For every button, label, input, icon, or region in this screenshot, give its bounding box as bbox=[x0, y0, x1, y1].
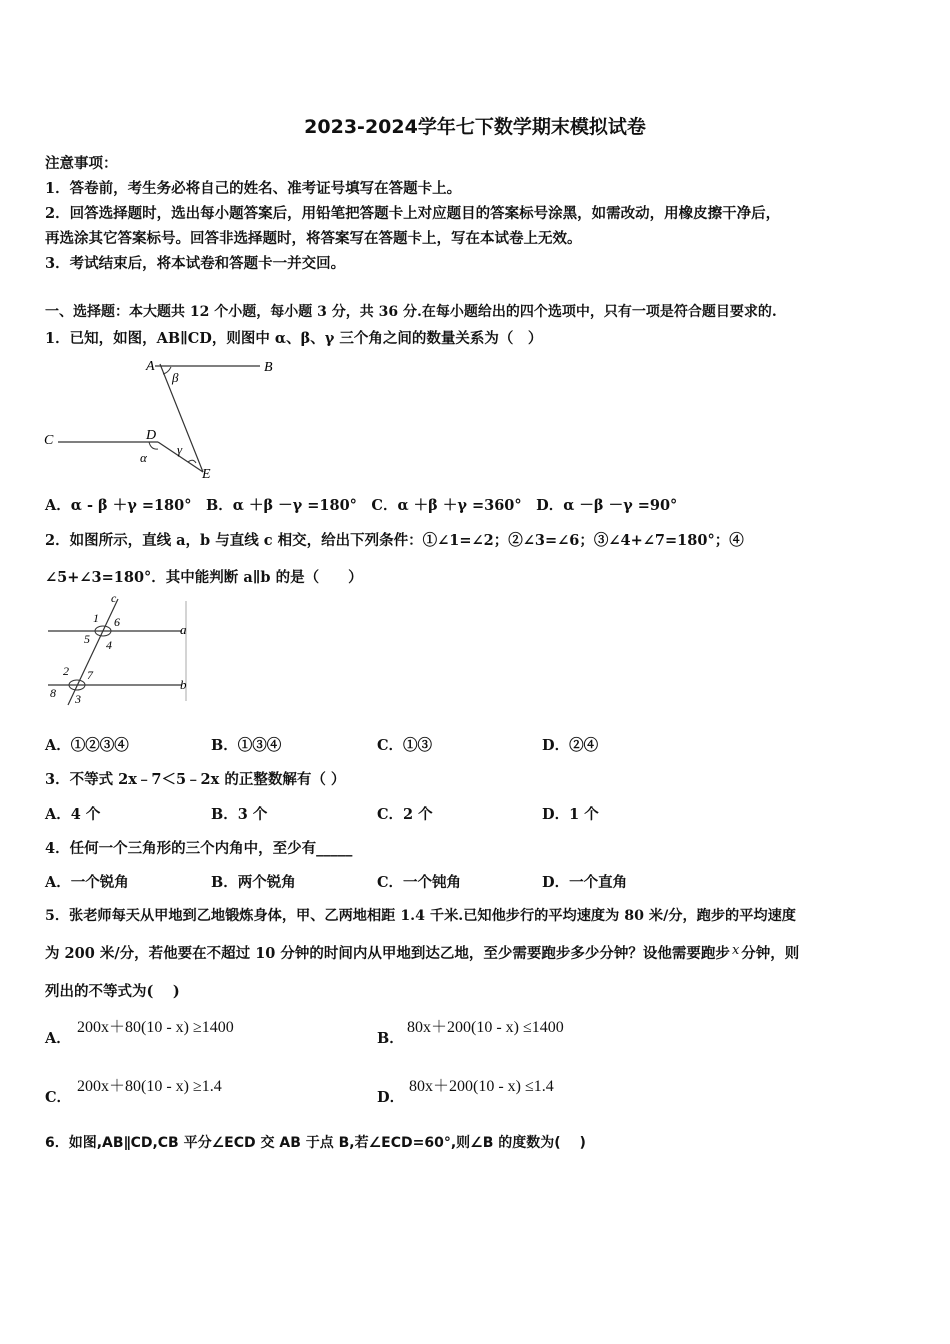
q3-option-c: C．2 个 bbox=[377, 806, 433, 823]
q1-label-e: E bbox=[202, 467, 211, 482]
q1-figure bbox=[40, 352, 280, 487]
q1-label-b: B bbox=[264, 360, 273, 375]
q5-line-2a: 为 200 米/分，若他要在不超过 10 分钟的时间内从甲地到达乙地，至少需要跑步多少分钟？设他需要跑步 bbox=[45, 945, 730, 962]
notice-item-3: 3．考试结束后，将本试卷和答题卡一并交回。 bbox=[45, 255, 346, 272]
q5-option-a-expr: 200x＋80(10 - x) ≥1400 bbox=[77, 1019, 234, 1036]
q3-option-b: B．3 个 bbox=[211, 806, 268, 823]
section-heading: 一、选择题：本大题共 12 个小题，每小题 3 分，共 36 分.在每小题给出的四个选项中，只有一项是符合题目要求的. bbox=[45, 304, 777, 320]
q1-label-a: A bbox=[146, 359, 155, 374]
q4-stem: 4．任何一个三角形的三个内角中，至少有_____ bbox=[45, 840, 353, 857]
q2-label-a: a bbox=[180, 622, 187, 637]
q2-label-8: 8 bbox=[50, 686, 56, 700]
q1-label-c: C bbox=[44, 433, 54, 448]
q1-stem: 1．已知，如图，AB∥CD，则图中 α、β、γ 三个角之间的数量关系为（ ） bbox=[45, 330, 543, 347]
q1-options: A．α - β ＋γ =180° B．α ＋β －γ =180° C．α ＋β ＋γ =360° D．α －β －γ =90° bbox=[45, 497, 678, 514]
q2-option-b: B．①③④ bbox=[211, 737, 282, 754]
q2-stem-line2: ∠5+∠3=180°．其中能判断 a∥b 的是（ ） bbox=[45, 569, 363, 586]
q5-line-2 bbox=[45, 942, 799, 963]
q2-label-b: b bbox=[180, 677, 187, 692]
q2-option-d: D．②④ bbox=[542, 737, 599, 754]
q5-option-a-label: A． bbox=[45, 1030, 71, 1047]
q5-option-c-expr: 200x＋80(10 - x) ≥1.4 bbox=[77, 1078, 222, 1095]
q5-option-d-expr: 80x＋200(10 - x) ≤1.4 bbox=[409, 1078, 554, 1095]
page-title: 2023-2024学年七下数学期末模拟试卷 bbox=[304, 116, 646, 138]
q4-option-b: B．两个锐角 bbox=[211, 874, 296, 891]
q5-option-b-expr: 80x＋200(10 - x) ≤1400 bbox=[407, 1019, 564, 1036]
notice-item-1: 1．答卷前，考生务必将自己的姓名、准考证号填写在答题卡上。 bbox=[45, 180, 462, 197]
q3-option-a: A．4 个 bbox=[45, 806, 101, 823]
q2-label-2: 2 bbox=[63, 664, 69, 678]
q4-option-c: C．一个钝角 bbox=[377, 874, 462, 891]
q2-label-c: c bbox=[111, 593, 117, 605]
q5-option-c-label: C． bbox=[45, 1089, 72, 1106]
q3-stem: 3．不等式 2x﹣7＜5﹣2x 的正整数解有（ ） bbox=[45, 771, 346, 788]
q5-line-2b: 分钟，则 bbox=[741, 945, 800, 962]
q5-option-b-label: B． bbox=[377, 1030, 404, 1047]
q4-option-a: A．一个锐角 bbox=[45, 874, 129, 891]
q2-stem-line1: 2．如图所示，直线 a，b 与直线 c 相交，给出下列条件：①∠1=∠2；②∠3=∠6；③∠4+∠7=180°；④ bbox=[45, 532, 744, 549]
q1-label-gamma: γ bbox=[177, 442, 183, 457]
q2-label-6: 6 bbox=[114, 615, 120, 629]
q5-line-1: 5．张老师每天从甲地到乙地锻炼身体，甲、乙两地相距 1.4 千米.已知他步行的平均速度为 80 米/分，跑步的平均速度 bbox=[45, 908, 796, 924]
q2-label-3: 3 bbox=[75, 692, 81, 706]
q2-label-1: 1 bbox=[93, 611, 99, 625]
notice-heading: 注意事项： bbox=[45, 155, 118, 172]
q2-label-5: 5 bbox=[84, 632, 90, 646]
q2-label-7: 7 bbox=[87, 668, 93, 682]
q4-option-d: D．一个直角 bbox=[542, 874, 628, 891]
q1-label-beta: β bbox=[172, 370, 179, 385]
q5-option-d-label: D． bbox=[377, 1089, 405, 1106]
q1-label-d: D bbox=[146, 428, 157, 443]
notice-item-2a: 2．回答选择题时，选出每小题答案后，用铅笔把答题卡上对应题目的答案标号涂黑，如需改动，用橡皮擦干净后， bbox=[45, 205, 781, 222]
q1-label-alpha: α bbox=[140, 450, 147, 465]
q2-option-a: A．①②③④ bbox=[45, 737, 129, 754]
q2-label-4: 4 bbox=[106, 638, 112, 652]
q2-figure bbox=[42, 593, 192, 711]
q2-option-c: C．①③ bbox=[377, 737, 433, 754]
q5-variable: x bbox=[731, 943, 740, 958]
notice-item-2b: 再选涂其它答案标号。回答非选择题时，将答案写在答题卡上，写在本试卷上无效。 bbox=[45, 230, 582, 247]
q6-stem: 6．如图,AB∥CD,CB 平分∠ECD 交 AB 于点 B,若∠ECD=60°,则∠B 的度数为( ) bbox=[45, 1135, 586, 1151]
q5-line-3: 列出的不等式为( ) bbox=[45, 983, 180, 1000]
q3-option-d: D．1 个 bbox=[542, 806, 599, 823]
